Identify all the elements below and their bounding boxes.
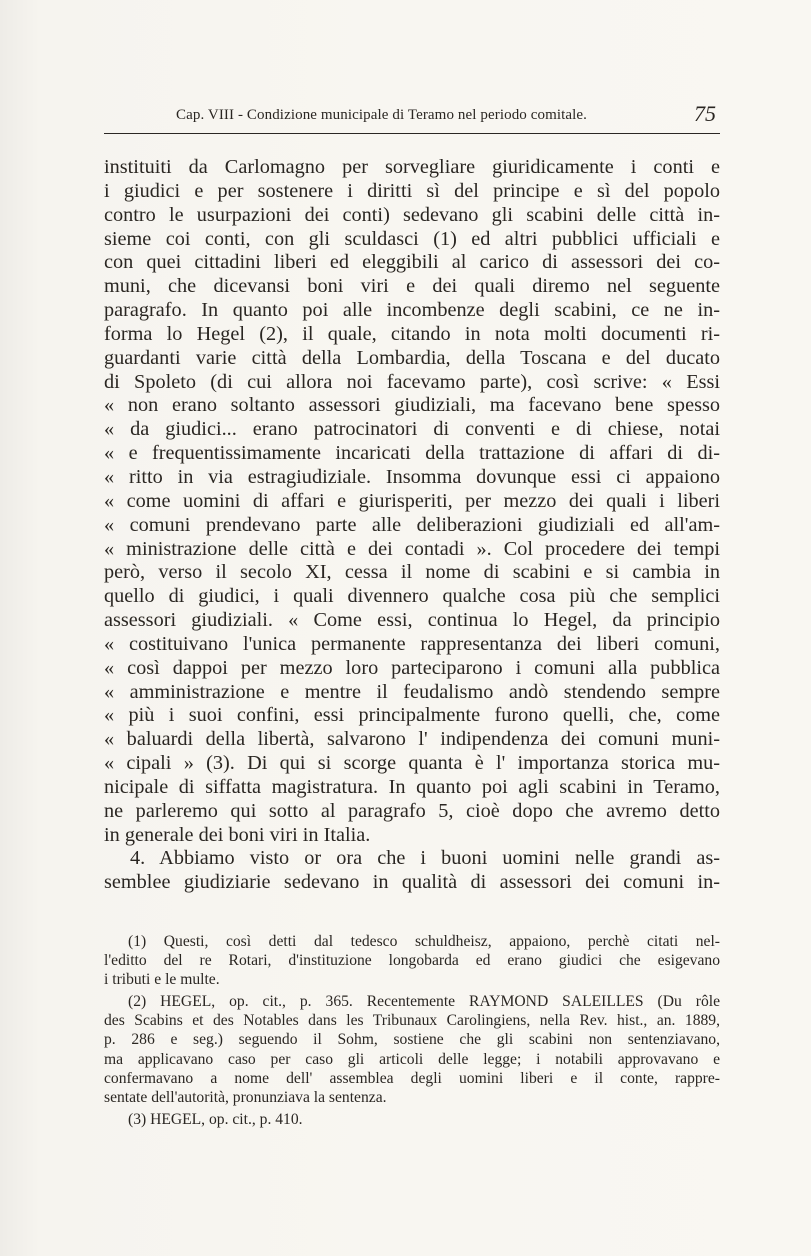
header-rule [104, 133, 720, 134]
text-line: paragrafo. In quanto poi alle incombenze degli scabini, ce ne in- [104, 299, 720, 322]
text-line: « non erano soltanto assessori giudiziali, ma facevano bene spesso [104, 394, 720, 417]
text-line: « ritto in via estragiudiziale. Insomma dovunque essi ci appaiono [104, 465, 720, 488]
text-line: assessori giudiziali. « Come essi, continua lo Hegel, da principio [104, 609, 720, 632]
footnote-line: l'editto del re Rotari, d'instituzione longobarda ed erano giudici che esigevano [104, 952, 720, 970]
footnotes [104, 932, 720, 1129]
footnote-line: sentate dell'autorità, pronunziava la sentenza. [104, 1088, 387, 1106]
text-line: « cipali » (3). Di qui si scorge quanta è l' importanza storica mu- [104, 752, 720, 775]
text-line: guardanti varie città della Lombardia, della Toscana e del ducato [104, 346, 720, 369]
text-line: « così dappoi per mezzo loro parteciparono i comuni alla pubblica [104, 656, 720, 679]
text-line: con quei cittadini liberi ed eleggibili al carico di assessori dei co- [104, 251, 720, 274]
text-line: « comuni prendevano parte alle deliberazioni giudiziali ed all'am- [104, 513, 720, 536]
text-line: instituiti da Carlomagno per sorvegliare giuridicamente i conti e [104, 156, 720, 178]
paragraph-4-start: 4. Abbiamo visto or ora che i buoni uomini nelle grandi as- [130, 847, 720, 870]
footnote-1 [104, 932, 720, 989]
footnote-line: ma applicavano caso per caso gli articoli delle legge; i notabili approvavano e [104, 1050, 720, 1068]
text-line: muni, che dicevansi boni viri e dei quali diremo nel seguente [104, 275, 720, 298]
text-line: in generale dei boni viri in Italia. [104, 823, 371, 846]
text-line: « come uomini di affari e giurisperiti, per mezzo dei quali i liberi [104, 489, 720, 512]
text-line: « costituivano l'unica permanente rappresentanza dei liberi comuni, [104, 632, 720, 655]
text-line: semblee giudiziarie sedevano in qualità di assessori dei comuni in- [104, 871, 720, 894]
main-text [104, 156, 720, 895]
running-head: Cap. VIII - Condizione municipale di Teramo nel periodo comitale. [176, 107, 588, 123]
footnote-line: confermavano a nome dell' assemblea degli uomini liberi e il conte, rappre- [104, 1069, 720, 1087]
text-line: « più i suoi confini, essi principalmente furono quelli, che, come [104, 704, 720, 727]
text-line: sieme coi conti, con gli sculdasci (1) ed altri pubblici ufficiali e [104, 227, 720, 250]
footnote-line: i tributi e le multe. [104, 971, 220, 989]
text-line: « baluardi della libertà, salvarono l' indipendenza dei comuni muni- [104, 728, 720, 751]
footnote-line: (3) HEGEL, op. cit., p. 410. [128, 1110, 303, 1128]
page-number: 75 [694, 101, 716, 126]
text-line: « da giudici... erano patrocinatori di conventi e di chiese, notai [104, 418, 720, 441]
text-line: contro le usurpazioni dei conti) sedevano gli scabini delle città in- [104, 203, 720, 226]
footnote-line: des Scabins et des Notables dans les Tribunaux Carolingiens, nella Rev. hist., an. 1889, [104, 1012, 720, 1030]
text-line: forma lo Hegel (2), il quale, citando in nota molti documenti ri- [104, 322, 720, 345]
footnote-line: (2) HEGEL, op. cit., p. 365. Recentemente RAYMOND SALEILLES (Du rôle [128, 993, 720, 1011]
text-line: nicipale di siffatta magistratura. In quanto poi agli scabini in Teramo, [104, 775, 720, 798]
text-line: di Spoleto (di cui allora noi facevamo parte), così scrive: « Essi [104, 370, 720, 393]
text-line: ne parleremo qui sotto al paragrafo 5, cioè dopo che avremo detto [104, 799, 720, 822]
text-line: « ministrazione delle città e dei contadi ». Col procedere dei tempi [104, 537, 720, 560]
text-line: però, verso il secolo XI, cessa il nome di scabini e si cambia in [104, 561, 720, 584]
footnote-3 [104, 1110, 720, 1129]
text-line: « amministrazione e mentre il feudalismo andò stendendo sempre [104, 680, 720, 703]
text-line: i giudici e per sostenere i diritti sì del principe e sì del popolo [104, 179, 720, 202]
footnote-line: (1) Questi, così detti dal tedesco schuldheisz, appaiono, perchè citati nel- [128, 933, 720, 950]
footnote-line: p. 286 e seg.) seguendo il Sohm, sostiene che gli scabini non sentenziavano, [104, 1031, 720, 1049]
footnote-2 [104, 992, 720, 1107]
page-header [104, 101, 720, 131]
text-line: quello di giudici, i quali divennero qualche cosa più che semplici [104, 585, 720, 608]
text-line: « e frequentissimamente incaricati della trattazione di affari di di- [104, 442, 720, 465]
